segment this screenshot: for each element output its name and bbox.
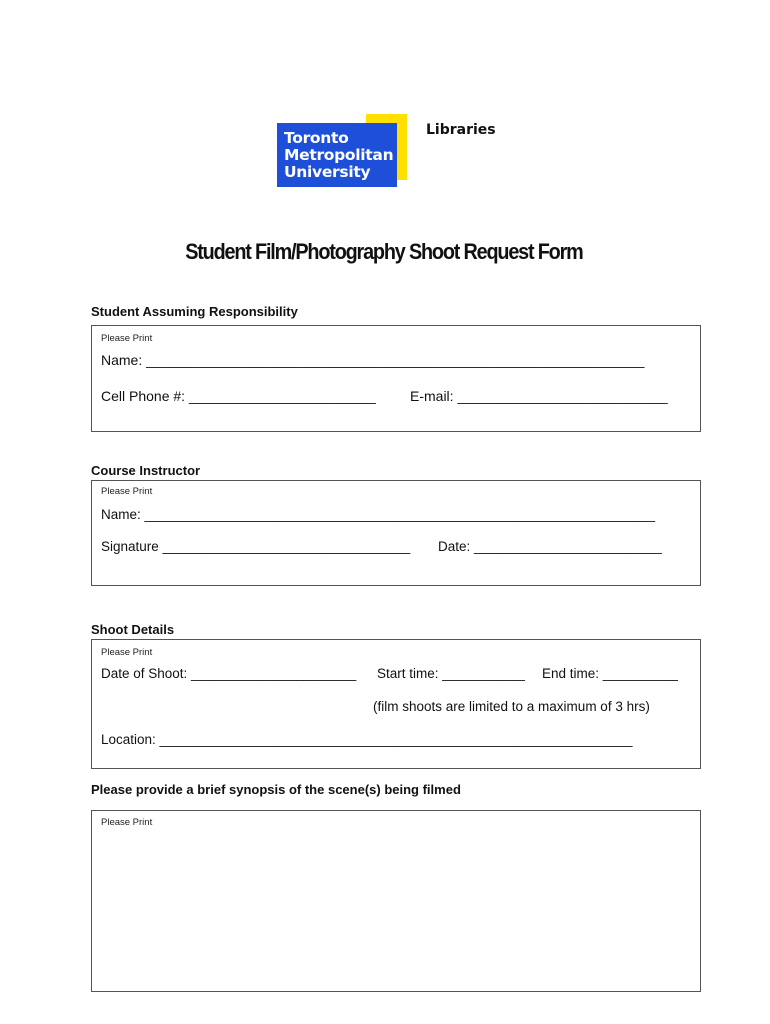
form-title: Student Film/Photography Shoot Request Form (185, 239, 583, 264)
university-logo (284, 130, 393, 181)
instructor-signature-field[interactable]: Signature _________________________________ (101, 539, 411, 554)
please-print-label: Please Print (101, 486, 153, 497)
please-print-label: Please Print (101, 817, 153, 828)
end-time-field[interactable]: End time: __________ (542, 666, 678, 681)
shoot-box (91, 639, 701, 769)
logo-line-3: University (284, 163, 371, 181)
student-box (91, 325, 701, 432)
student-section-heading: Student Assuming Responsibility (91, 304, 298, 319)
start-time-field[interactable]: Start time: ___________ (377, 666, 525, 681)
instructor-name-field[interactable]: Name: ____________________________________________________________________ (101, 507, 656, 522)
location-field[interactable]: Location: _______________________________________________________________ (101, 732, 633, 747)
please-print-label: Please Print (101, 647, 153, 658)
student-name-field[interactable]: Name: ________________________________________________________________ (101, 352, 645, 368)
instructor-date-field[interactable]: Date: _________________________ (438, 539, 662, 554)
synopsis-box[interactable] (91, 810, 701, 992)
shoot-duration-note: (film shoots are limited to a maximum of 3 hrs) (373, 699, 650, 714)
shoot-section-heading: Shoot Details (91, 622, 175, 637)
please-print-label: Please Print (101, 333, 153, 344)
logo-line-2: Metropolitan (284, 146, 394, 164)
synopsis-heading: Please provide a brief synopsis of the scene(s) being filmed (91, 782, 461, 797)
libraries-label: Libraries (426, 122, 496, 138)
student-email-field[interactable]: E-mail: ___________________________ (410, 388, 668, 404)
logo-line-1: Toronto (284, 129, 349, 147)
shoot-date-field[interactable]: Date of Shoot: ______________________ (101, 666, 357, 681)
instructor-section-heading: Course Instructor (91, 463, 201, 478)
student-phone-field[interactable]: Cell Phone #: ________________________ (101, 388, 376, 404)
instructor-box (91, 480, 701, 586)
